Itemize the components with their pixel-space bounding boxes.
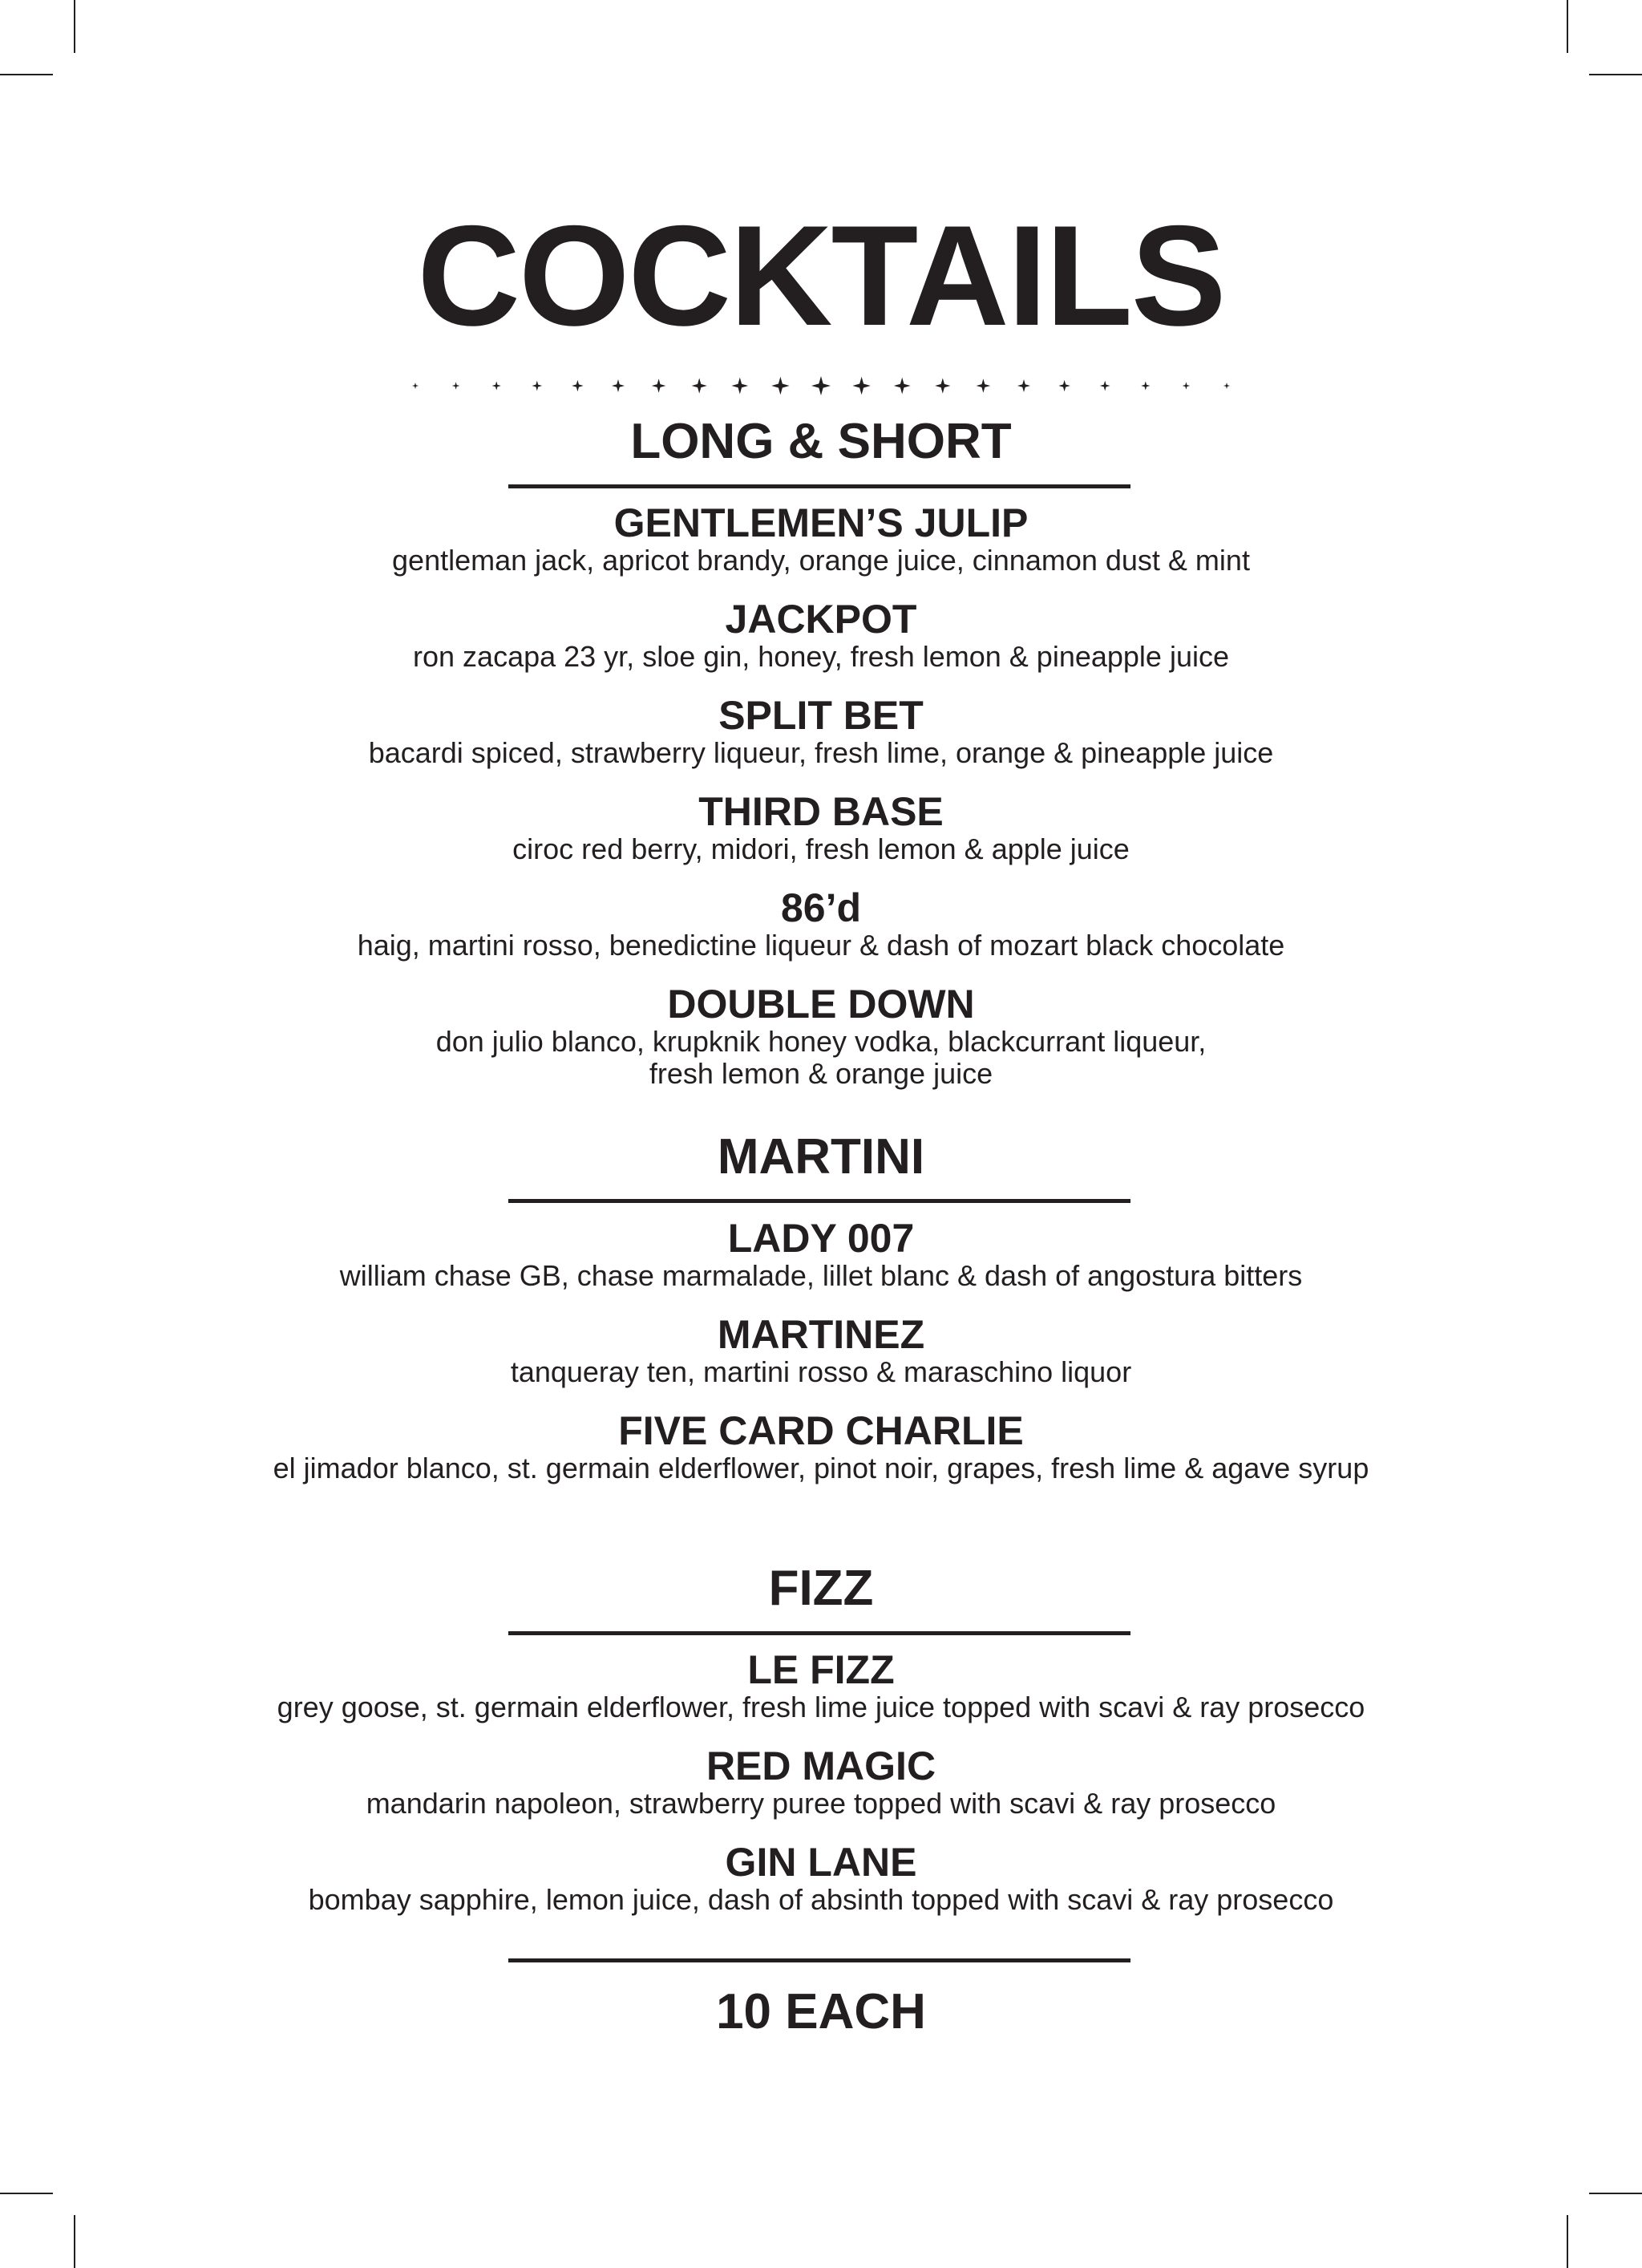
section-rule: [508, 1199, 1130, 1203]
item-description: el jimador blanco, st. germain elderflower, pinot noir, grapes, fresh lime & agave syrup: [273, 1452, 1369, 1484]
item-description: haig, martini rosso, benedictine liqueur & dash of mozart black chocolate: [357, 929, 1285, 962]
item-description: ciroc red berry, midori, fresh lemon & apple juice: [512, 832, 1130, 865]
menu-item: [0, 1648, 1642, 1723]
sparkle-icon: [977, 379, 991, 393]
item-name: GENTLEMEN’S JULIP: [613, 500, 1029, 545]
crop-mark-bottom-left-v: [74, 2215, 75, 2268]
sparkle-icon: [612, 379, 625, 392]
item-description: bombay sapphire, lemon juice, dash of absinth topped with scavi & ray prosecco: [308, 1883, 1334, 1916]
page-title: COCKTAILS: [417, 196, 1225, 355]
item-description: william chase GB, chase marmalade, lillet blanc & dash of angostura bitters: [339, 1259, 1303, 1292]
sparkle-icon: [412, 383, 419, 389]
price-rule: [508, 1958, 1130, 1962]
menu-item: [0, 1217, 1642, 1292]
crop-mark-top-right-v: [1567, 0, 1568, 53]
sparkle-icon: [532, 381, 542, 391]
sparkle-icon: [935, 378, 950, 393]
price-label: 10 EACH: [716, 1984, 926, 2039]
sparkle-icon-row: [401, 374, 1241, 398]
crop-mark-bottom-left-h: [0, 2193, 53, 2194]
crop-mark-top-right-h: [1589, 74, 1642, 75]
sparkle-icon: [572, 380, 583, 391]
item-name: LE FIZZ: [747, 1647, 895, 1692]
section-title-long-short: LONG & SHORT: [630, 414, 1012, 469]
section-title-fizz: FIZZ: [768, 1561, 874, 1616]
sparkle-icon: [1017, 379, 1030, 392]
item-name: 86’d: [780, 885, 862, 930]
menu-item: [0, 1313, 1642, 1388]
sparkle-icon: [731, 378, 748, 395]
sparkle-icon: [492, 381, 501, 390]
menu-item: [0, 597, 1642, 673]
sparkle-icon: [1100, 381, 1110, 391]
item-description: ron zacapa 23 yr, sloe gin, honey, fresh lemon & pineapple juice: [413, 640, 1229, 673]
sparkle-icon: [692, 378, 707, 393]
crop-mark-top-left-h: [0, 74, 53, 75]
menu-item: [0, 886, 1642, 962]
item-description: mandarin napoleon, strawberry puree topped with scavi & ray prosecco: [366, 1787, 1276, 1820]
section-title-martini: MARTINI: [717, 1129, 925, 1185]
sparkle-icon: [1183, 382, 1191, 390]
crop-mark-bottom-right-v: [1567, 2215, 1568, 2268]
item-name: THIRD BASE: [698, 789, 944, 834]
menu-item: [0, 1841, 1642, 1916]
sparkle-icon: [771, 377, 789, 395]
item-name: MARTINEZ: [717, 1312, 925, 1357]
item-description-line-2: fresh lemon & orange juice: [649, 1057, 993, 1090]
menu-item: [0, 982, 1642, 1090]
sparkle-icon: [1058, 380, 1070, 391]
sparkle-icon: [1141, 381, 1150, 390]
item-name: JACKPOT: [725, 597, 917, 642]
sparkle-icon: [452, 382, 460, 390]
section-rule: [508, 484, 1130, 488]
menu-item: [0, 1409, 1642, 1484]
menu-item: [0, 694, 1642, 769]
sparkle-icon: [652, 379, 666, 393]
menu-item: [0, 790, 1642, 865]
item-description: tanqueray ten, martini rosso & maraschino liquor: [510, 1355, 1132, 1388]
item-description: don julio blanco, krupknik honey vodka, blackcurrant liqueur,: [435, 1025, 1207, 1058]
sparkle-icon: [852, 377, 870, 395]
sparkle-icon: [811, 376, 831, 395]
item-description: grey goose, st. germain elderflower, fresh lime juice topped with scavi & ray prosecco: [277, 1691, 1365, 1723]
item-name: DOUBLE DOWN: [667, 982, 975, 1027]
item-name: FIVE CARD CHARLIE: [618, 1408, 1024, 1453]
sparkle-icon: [1223, 383, 1230, 389]
item-description: gentleman jack, apricot brandy, orange juice, cinnamon dust & mint: [392, 544, 1250, 577]
crop-mark-bottom-right-h: [1589, 2193, 1642, 2194]
menu-item: [0, 501, 1642, 577]
crop-mark-top-left-v: [74, 0, 75, 53]
section-rule: [508, 1631, 1130, 1635]
item-name: LADY 007: [727, 1216, 915, 1261]
menu-item: [0, 1744, 1642, 1820]
item-description: bacardi spiced, strawberry liqueur, fresh lime, orange & pineapple juice: [368, 736, 1274, 769]
item-name: SPLIT BET: [718, 693, 924, 738]
item-name: GIN LANE: [725, 1840, 917, 1885]
star-divider: [401, 374, 1241, 398]
sparkle-icon: [894, 378, 911, 395]
item-name: RED MAGIC: [706, 1744, 936, 1788]
